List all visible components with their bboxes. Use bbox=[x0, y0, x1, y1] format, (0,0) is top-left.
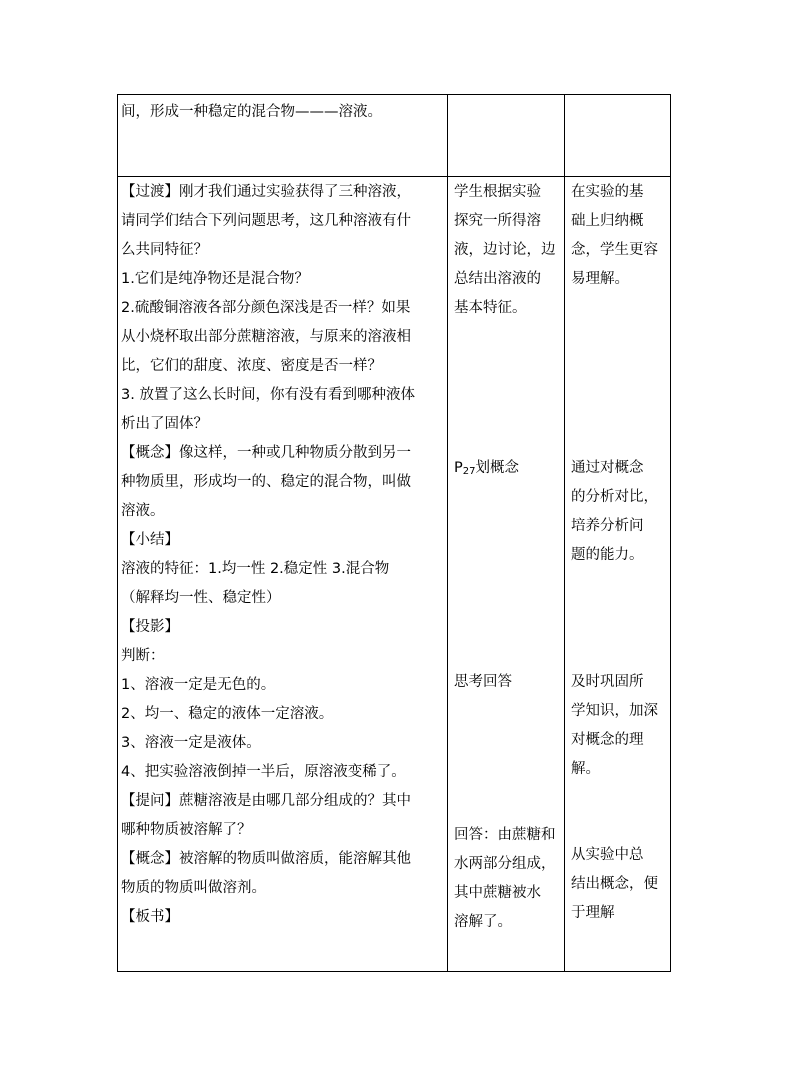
text-line: 判断： bbox=[121, 648, 165, 664]
text-line: 从小烧杯取出部分蔗糖溶液，与原来的溶液相 bbox=[121, 329, 411, 345]
text-line: 学生根据实验 bbox=[454, 184, 541, 200]
text-line: 【板书】 bbox=[121, 909, 179, 925]
text-line: 【过渡】刚才我们通过实验获得了三种溶液， bbox=[121, 184, 411, 200]
page-ref-prefix: P bbox=[454, 460, 463, 476]
text-line: 1、溶液一定是无色的。 bbox=[121, 677, 276, 693]
text-line: 种物质里，形成均一的、稳定的混合物，叫做 bbox=[121, 474, 411, 490]
text-line: 【概念】像这样，一种或几种物质分散到另一 bbox=[121, 445, 411, 461]
text-line: 其中蔗糖被水 bbox=[454, 885, 541, 901]
text-line: 的分析对比， bbox=[571, 489, 658, 505]
column-divider-1 bbox=[447, 95, 448, 971]
text-line: 易理解。 bbox=[571, 271, 629, 287]
text-line: 溶液。 bbox=[121, 503, 165, 519]
text-line: 【概念】被溶解的物质叫做溶质，能溶解其他 bbox=[121, 851, 411, 867]
text-line: 溶液的特征：1.均一性 2.稳定性 3.混合物 bbox=[121, 561, 390, 577]
teaching-content-cell bbox=[121, 178, 415, 932]
text-line: 溶解了。 bbox=[454, 914, 512, 930]
column-divider-2 bbox=[564, 95, 565, 971]
design-intent-block-1 bbox=[571, 178, 658, 294]
text-line: 探究一所得溶 bbox=[454, 213, 541, 229]
text-line: 基本特征。 bbox=[454, 300, 527, 316]
text-line: 1.它们是纯净物还是混合物？ bbox=[121, 271, 309, 287]
lesson-table bbox=[117, 94, 671, 972]
text-line: 础上归纳概 bbox=[571, 213, 644, 229]
text-line: 及时巩固所 bbox=[571, 674, 644, 690]
text-line: 回答：由蔗糖和 bbox=[454, 827, 556, 843]
text-line: 于理解 bbox=[571, 905, 615, 921]
text-line: 【提问】蔗糖溶液是由哪几部分组成的？其中 bbox=[121, 793, 411, 809]
row1-content-cell bbox=[121, 98, 382, 127]
row-divider bbox=[118, 176, 670, 177]
design-intent-block-3 bbox=[571, 668, 658, 784]
text-line: 总结出溶液的 bbox=[454, 271, 541, 287]
text-line: 3. 放置了这么长时间，你有没有看到哪种液体 bbox=[121, 387, 415, 403]
design-intent-block-4 bbox=[571, 841, 658, 928]
text-line: 4、把实验溶液倒掉一半后，原溶液变稀了。 bbox=[121, 764, 406, 780]
text-line: 请同学们结合下列问题思考，这几种溶液有什 bbox=[121, 213, 411, 229]
text-line: 2、均一、稳定的液体一定溶液。 bbox=[121, 706, 334, 722]
text-line: 间，形成一种稳定的混合物———溶液。 bbox=[121, 104, 382, 120]
text-line bbox=[454, 454, 519, 486]
text-line: 物质的物质叫做溶剂。 bbox=[121, 880, 266, 896]
text-line: 从实验中总 bbox=[571, 847, 644, 863]
text-line: 【小结】 bbox=[121, 532, 179, 548]
student-activity-block-1 bbox=[454, 178, 556, 323]
text-line: 学知识，加深 bbox=[571, 703, 658, 719]
text-line: 3、溶液一定是液体。 bbox=[121, 735, 261, 751]
student-activity-block-3 bbox=[454, 668, 512, 697]
text-line: 对概念的理 bbox=[571, 732, 644, 748]
text-line: 思考回答 bbox=[454, 674, 512, 690]
text-line: 在实验的基 bbox=[571, 184, 644, 200]
text-line: 通过对概念 bbox=[571, 460, 644, 476]
text-line: 比，它们的甜度、浓度、密度是否一样？ bbox=[121, 358, 382, 374]
text-line: 培养分析问 bbox=[571, 518, 644, 534]
text-line: 题的能力。 bbox=[571, 547, 644, 563]
design-intent-block-2 bbox=[571, 454, 658, 570]
text-line: 析出了固体？ bbox=[121, 416, 208, 432]
text-line: 液，边讨论，边 bbox=[454, 242, 556, 258]
text-line: 么共同特征？ bbox=[121, 242, 208, 258]
text-line: 念，学生更容 bbox=[571, 242, 658, 258]
text-line: 哪种物质被溶解了？ bbox=[121, 822, 252, 838]
text-line: 【投影】 bbox=[121, 619, 179, 635]
page-ref-suffix: 划概念 bbox=[475, 460, 519, 476]
text-line: （解释均一性、稳定性） bbox=[121, 590, 281, 606]
student-activity-block-4 bbox=[454, 821, 556, 937]
page-ref-number: 27 bbox=[462, 466, 476, 477]
text-line: 解。 bbox=[571, 761, 600, 777]
text-line: 结出概念，便 bbox=[571, 876, 658, 892]
text-line: 2.硫酸铜溶液各部分颜色深浅是否一样？如果 bbox=[121, 300, 411, 316]
text-line: 水两部分组成， bbox=[454, 856, 556, 872]
student-activity-block-2 bbox=[454, 454, 519, 486]
